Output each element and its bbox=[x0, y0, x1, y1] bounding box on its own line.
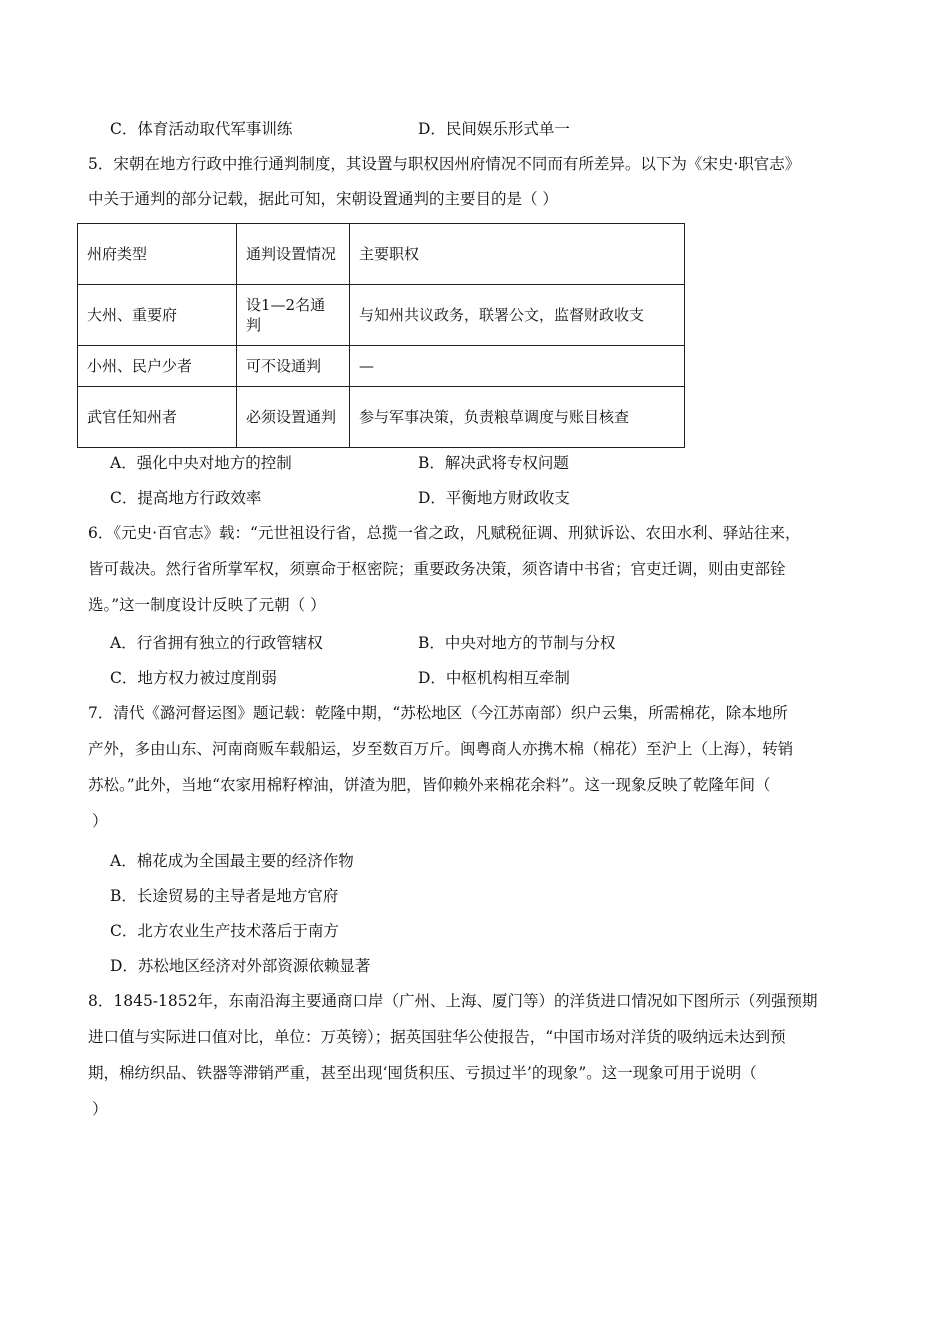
table-cell: 必须设置通判 bbox=[237, 387, 350, 448]
q5-stem-line2: 中关于通判的部分记载，据此可知，宋朝设置通判的主要目的是（ ） bbox=[88, 190, 558, 208]
table-cell: 参与军事决策，负责粮草调度与账目核查 bbox=[350, 387, 685, 448]
q7-stem-line2: 产外，多由山东、河南商贩车载船运，岁至数百万斤。闽粤商人亦携木棉（棉花）至沪上（上海），转销 bbox=[88, 740, 794, 758]
table-row bbox=[78, 285, 685, 346]
q6-stem-line3: 选。”这一制度设计反映了元朝（ ） bbox=[88, 596, 326, 614]
q6-option-b: B．中央对地方的节制与分权 bbox=[418, 634, 616, 652]
table-header-cell: 通判设置情况 bbox=[237, 224, 350, 285]
q6-option-c: C．地方权力被过度削弱 bbox=[110, 669, 277, 687]
q5-table bbox=[77, 223, 685, 448]
table-cell: 与知州共议政务，联署公文，监督财政收支 bbox=[350, 285, 685, 346]
q7-stem-line3: 苏松。”此外，当地“农家用棉籽榨油，饼渣为肥，皆仰赖外来棉花余料”。这一现象反映了乾隆年间（ bbox=[88, 776, 771, 794]
table-cell: 大州、重要府 bbox=[78, 285, 237, 346]
q5-option-a: A．强化中央对地方的控制 bbox=[110, 454, 292, 472]
table-header-cell: 州府类型 bbox=[78, 224, 237, 285]
table-row bbox=[78, 346, 685, 387]
q7-option-b: B．长途贸易的主导者是地方官府 bbox=[110, 887, 339, 905]
q7-option-a: A．棉花成为全国最主要的经济作物 bbox=[110, 852, 354, 870]
table-cell: — bbox=[350, 346, 685, 387]
q8-stem-line1: 8．1845-1852年，东南沿海主要通商口岸（广州、上海、厦门等）的洋货进口情况如下图所示（列强预期 bbox=[88, 992, 818, 1010]
table-cell: 小州、民户少者 bbox=[78, 346, 237, 387]
q8-stem-line3: 期，棉纺织品、铁器等滞销严重，甚至出现‘囤货积压、亏损过半’的现象”。这一现象可用于说明（ bbox=[88, 1064, 757, 1082]
q4-option-c: C．体育活动取代军事训练 bbox=[110, 120, 293, 138]
table-header-cell: 主要职权 bbox=[350, 224, 685, 285]
q6-stem-line1: 6．《元史·百官志》载：“元世祖设行省，总揽一省之政，凡赋税征调、刑狱诉讼、农田水利、驿站往来， bbox=[88, 524, 801, 542]
q4-option-d: D．民间娱乐形式单一 bbox=[418, 120, 570, 138]
q5-stem-line1: 5．宋朝在地方行政中推行通判制度，其设置与职权因州府情况不同而有所差异。以下为《宋史·职官志》 bbox=[88, 155, 801, 173]
q8-stem-line4: ） bbox=[92, 1100, 108, 1118]
table-header-row bbox=[78, 224, 685, 285]
q7-option-d: D．苏松地区经济对外部资源依赖显著 bbox=[110, 957, 371, 975]
table-row bbox=[78, 387, 685, 448]
q5-option-c: C．提高地方行政效率 bbox=[110, 489, 262, 507]
q7-option-c: C．北方农业生产技术落后于南方 bbox=[110, 922, 339, 940]
q6-option-a: A．行省拥有独立的行政管辖权 bbox=[110, 634, 323, 652]
q6-stem-line2: 皆可裁决。然行省所掌军权，须禀命于枢密院；重要政务决策，须咨请中书省；官吏迁调，则由吏部铨 bbox=[88, 560, 786, 578]
q8-stem-line2: 进口值与实际进口值对比，单位：万英镑）；据英国驻华公使报告，“中国市场对洋货的吸纳远未达到预 bbox=[88, 1028, 786, 1046]
table-cell: 可不设通判 bbox=[237, 346, 350, 387]
q6-option-d: D．中枢机构相互牵制 bbox=[418, 669, 570, 687]
q5-option-d: D．平衡地方财政收支 bbox=[418, 489, 570, 507]
q7-stem-line4: ） bbox=[92, 812, 108, 830]
q5-option-b: B．解决武将专权问题 bbox=[418, 454, 569, 472]
table-cell: 设1—2名通判 bbox=[237, 285, 350, 346]
table-cell: 武官任知州者 bbox=[78, 387, 237, 448]
q7-stem-line1: 7．清代《潞河督运图》题记载：乾隆中期，“苏松地区（今江苏南部）织户云集，所需棉花，除本地所 bbox=[88, 704, 788, 722]
